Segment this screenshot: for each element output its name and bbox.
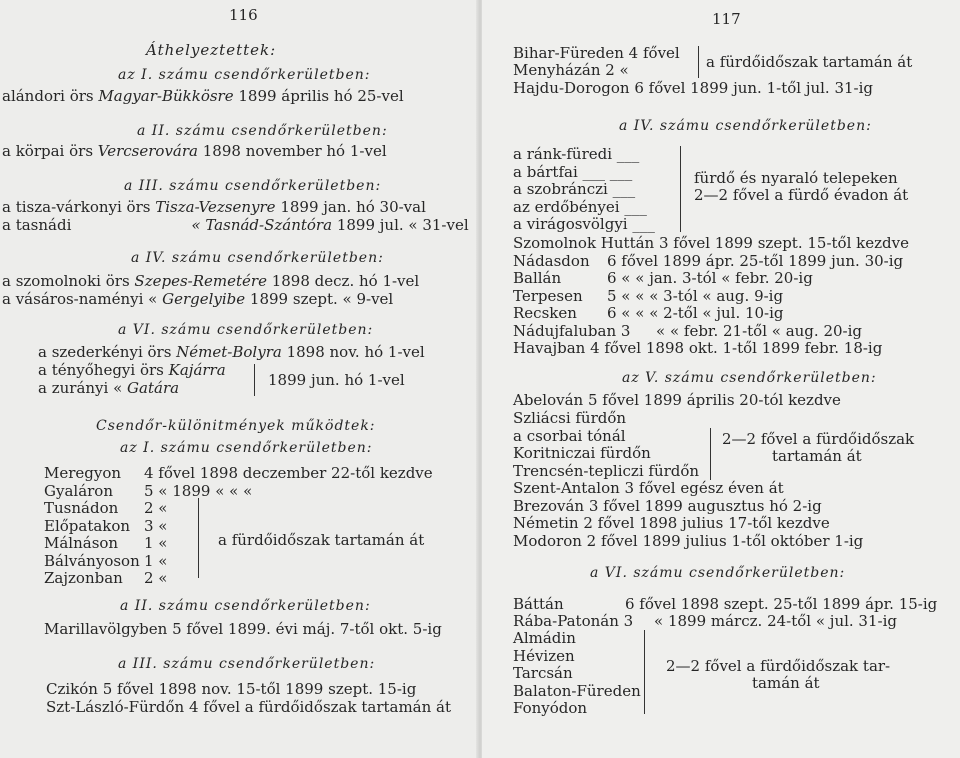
place-name: Zajzonban: [44, 569, 123, 587]
text-line: a tisza-várkonyi örs Tisza-Vezsenyre 1899 jan. hó 30-val: [2, 198, 426, 216]
brace: [250, 364, 255, 396]
text-line: fürdő és nyaraló telepeken: [694, 169, 898, 187]
list-item: Brezován 3 fővel 1899 augusztus hó 2-ig: [513, 496, 822, 515]
text-line: 2—2 fővel a fürdőidőszak: [722, 430, 915, 448]
text-line: a szomolnoki örs Szepes-Remetére 1898 decz. hó 1-vel: [2, 272, 420, 290]
text-line: tartamán át: [772, 447, 862, 465]
section-heading: a IV. számu csendőrkerületben:: [131, 250, 384, 266]
text-line: Czikón 5 fővel 1898 nov. 15-től 1899 szept. 15-ig: [46, 680, 417, 698]
brace: [706, 428, 711, 480]
text-line: Menyházán 2 «: [513, 61, 629, 79]
list-item: az erdőbényei ___: [513, 197, 647, 216]
text-line: a fürdőidőszak tartamán át: [706, 53, 913, 71]
list-item: Szent-Antalon 3 fővel egész éven át: [513, 479, 784, 497]
text-line: a vásáros-naményi « Gergelyibe 1899 szept. « 9-vel: [2, 290, 394, 308]
brace: [640, 630, 645, 714]
text-line: a szederkényi örs Német-Bolyra 1898 nov. hó 1-vel: [38, 343, 425, 361]
text-line: a fürdőidőszak tartamán át: [218, 531, 425, 549]
place-name: Meregyon: [44, 464, 122, 482]
text-line: Abelován 5 fővel 1899 április 20-tól kezdve: [513, 391, 841, 409]
list-item: Hévizen: [513, 646, 575, 665]
text-line: 2—2 fővel a fürdő évadon át: [694, 186, 909, 204]
section-heading: az V. számu csendőrkerületben:: [622, 370, 877, 386]
list-item: Modoron 2 fővel 1899 julius 1-től október 1-ig: [513, 531, 864, 550]
place-name: Havajban 4 fővel 1898 okt. 1-től 1899 febr. 18-ig: [513, 339, 883, 357]
list-item: Almádin: [513, 629, 576, 647]
detachment-detail: « « febr. 21-től « aug. 20-ig: [656, 321, 863, 340]
text-line: 2—2 fővel a fürdőidőszak tar-: [666, 657, 891, 675]
section-heading: a II. számu csendőrkerületben:: [120, 598, 371, 614]
text-line: alándori örs Magyar-Bükkösre 1899 április hó 25-vel: [2, 87, 404, 105]
text-line: 1899 jun. hó 1-vel: [268, 371, 405, 389]
text-line: Hajdu-Dorogon 6 fővel 1899 jun. 1-től jul. 31-ig: [513, 79, 874, 97]
section-heading: a III. számu csendőrkerületben:: [124, 178, 382, 194]
text-line: a körpai örs Vercserovára 1898 november hó 1-vel: [2, 142, 387, 160]
brace: [694, 46, 699, 78]
list-item: Balaton-Füreden: [513, 681, 641, 700]
list-item: Németin 2 fővel 1898 julius 17-től kezdve: [513, 514, 830, 532]
place-name: Nádasdon: [513, 251, 590, 270]
detachment-detail: 5 « « « 3-tól « aug. 9-ig: [607, 286, 784, 305]
list-item: a virágosvölgyi ___: [513, 215, 655, 233]
text-line: 6 fővel 1898 szept. 25-től 1899 ápr. 15-ig: [625, 595, 938, 613]
section-heading: Csendőr-különitmények működtek:: [96, 418, 376, 434]
brace: [676, 146, 681, 232]
section-heading: az I. számu csendőrkerületben:: [120, 440, 373, 456]
text-line: tamán át: [752, 674, 820, 692]
text-line: Marillavölgyben 5 fővel 1899. évi máj. 7-től okt. 5-ig: [44, 620, 442, 638]
text-line: « 1899 márcz. 24-től « jul. 31-ig: [654, 612, 897, 630]
detachment-detail: 6 fővel 1899 ápr. 25-től 1899 jun. 30-ig: [607, 251, 904, 270]
list-item: a szobránczi ___: [513, 180, 636, 198]
place-name: Gyaláron: [44, 481, 114, 500]
text-line: a zurányi « Gatára: [38, 379, 180, 397]
place-name: Tusnádon: [44, 499, 119, 517]
detachment-detail: 2 «: [144, 499, 168, 517]
place-name: Szomolnok Huttán 3 fővel 1899 szept. 15-től kezdve: [513, 234, 909, 252]
section-heading: a III. számu csendőrkerületben:: [118, 656, 376, 672]
list-item: Koritniczai fürdőn: [513, 444, 651, 462]
detachment-detail: 3 «: [144, 516, 168, 535]
place-name: Terpesen: [513, 286, 583, 305]
list-item: a ránk-füredi ___: [513, 145, 640, 163]
detachment-detail: 6 « « jan. 3-tól « febr. 20-ig: [607, 269, 813, 287]
section-heading: a VI. számu csendőrkerületben:: [118, 322, 374, 338]
place-name: Ballán: [513, 269, 562, 287]
section-heading: az I. számu csendőrkerületben:: [118, 67, 371, 83]
place-name: Málnáson: [44, 534, 119, 552]
brace: [194, 498, 199, 578]
list-item: Trencsén-tepliczi fürdőn: [513, 461, 700, 480]
page-number: 116: [229, 6, 258, 24]
list-item: a csorbai tónál: [513, 426, 626, 445]
text-line: Bihar-Füreden 4 fővel: [513, 44, 680, 62]
section-heading: a II. számu csendőrkerületben:: [137, 123, 388, 139]
detachment-detail: 1 «: [144, 534, 168, 552]
detachment-detail: 2 «: [144, 569, 168, 587]
detachment-detail: 6 « « « 2-től « jul. 10-ig: [607, 304, 784, 322]
section-heading: a IV. számu csendőrkerületben:: [619, 118, 872, 134]
detachment-detail: 4 fővel 1898 deczember 22-től kezdve: [144, 464, 433, 482]
place-name: Nádujfaluban 3: [513, 321, 631, 340]
text-line: a tényőhegyi örs Kajárra: [38, 361, 226, 379]
text-line: Báttán: [513, 595, 564, 613]
text-line: a tasnádi « Tasnád-Szántóra 1899 jul. « 31-vel: [2, 216, 469, 234]
detachment-detail: 1 «: [144, 551, 168, 570]
place-name: Recsken: [513, 304, 577, 322]
page-number: 117: [712, 10, 741, 28]
text-line: Szt-László-Fürdőn 4 fővel a fürdőidőszak tartamán át: [46, 698, 452, 716]
list-item: Szliácsi fürdőn: [513, 409, 627, 427]
list-item: a bártfai ___ ___: [513, 162, 633, 181]
list-item: Tarcsán: [513, 664, 573, 682]
right-page: [482, 0, 960, 758]
place-name: Bálványoson: [44, 551, 140, 570]
left-page: [0, 0, 478, 758]
text-line: Rába-Patonán 3: [513, 612, 634, 630]
place-name: Előpatakon: [44, 516, 131, 535]
detachment-detail: 5 « 1899 « « «: [144, 481, 253, 500]
list-item: Fonyódon: [513, 699, 588, 717]
section-heading: a VI. számu csendőrkerületben:: [590, 565, 846, 581]
section-title: Áthelyeztettek:: [146, 41, 277, 59]
